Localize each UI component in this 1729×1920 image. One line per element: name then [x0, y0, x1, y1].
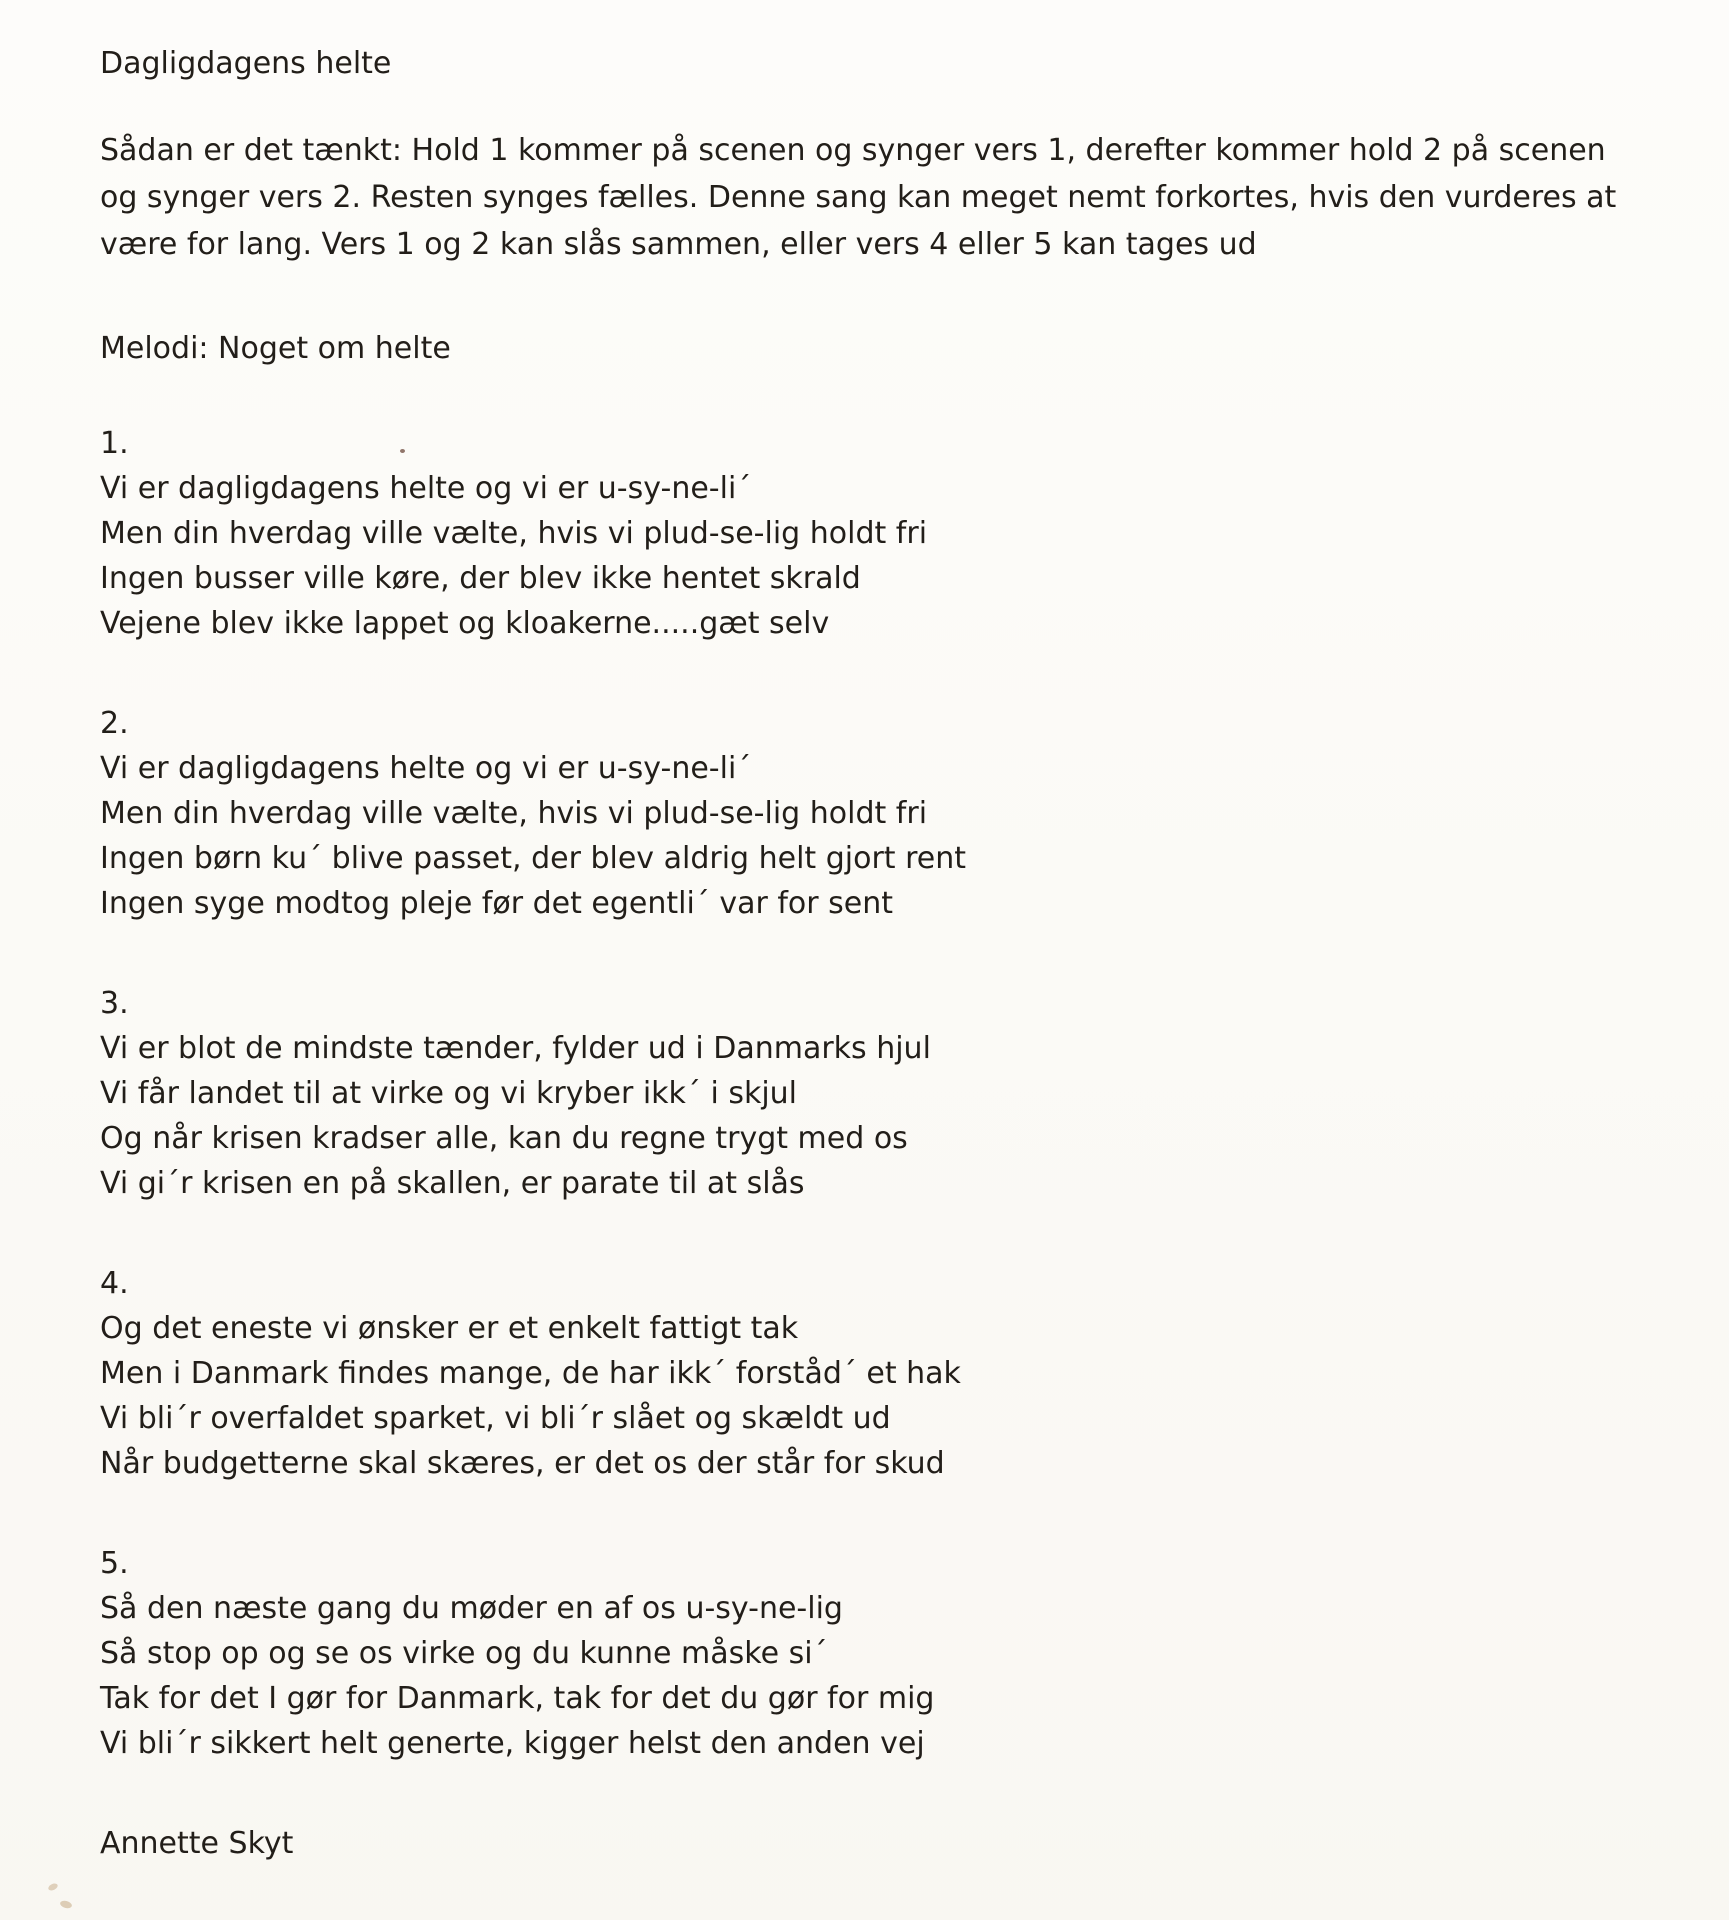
verse-number: 1.	[100, 426, 129, 461]
verse-line: Men i Danmark findes mange, de har ikk´ forståd´ et hak	[100, 1356, 961, 1391]
verse-block	[100, 421, 1649, 646]
scan-artifact-smudge	[47, 1882, 59, 1892]
verse-block	[100, 1541, 1649, 1766]
intro-line: Sådan er det tænkt: Hold 1 kommer på scenen og synger vers 1, derefter kommer hold 2 på scenen	[100, 133, 1606, 168]
verse-line: Vi er blot de mindste tænder, fylder ud i Danmarks hjul	[100, 1031, 931, 1066]
verse-line: Så den næste gang du møder en af os u-sy-ne-lig	[100, 1591, 843, 1626]
verse-number: 5.	[100, 1546, 129, 1581]
melody-line: Melodi: Noget om helte	[100, 331, 451, 366]
scan-artifact-dot	[400, 449, 405, 453]
verse-line: Ingen børn ku´ blive passet, der blev aldrig helt gjort rent	[100, 841, 966, 876]
verse-line: Ingen syge modtog pleje før det egentli´ var for sent	[100, 886, 893, 921]
verse-line: Vi får landet til at virke og vi kryber ikk´ i skjul	[100, 1076, 798, 1111]
verse-line: Ingen busser ville køre, der blev ikke hentet skrald	[100, 561, 861, 596]
verse-line: Og når krisen kradser alle, kan du regne trygt med os	[100, 1121, 908, 1156]
verse-line: Vi bli´r overfaldet sparket, vi bli´r slået og skældt ud	[100, 1401, 891, 1436]
intro-line: være for lang. Vers 1 og 2 kan slås sammen, eller vers 4 eller 5 kan tages ud	[100, 227, 1257, 262]
verse-line: Vi er dagligdagens helte og vi er u-sy-ne-li´	[100, 751, 752, 786]
verse-block	[100, 701, 1649, 926]
verse-line: Når budgetterne skal skæres, er det os der står for skud	[100, 1446, 945, 1481]
scan-artifact-smudge	[59, 1900, 72, 1910]
verse-line: Og det eneste vi ønsker er et enkelt fattigt tak	[100, 1311, 799, 1346]
verse-block	[100, 981, 1649, 1206]
verse-line: Men din hverdag ville vælte, hvis vi plud-se-lig holdt fri	[100, 516, 928, 551]
verse-line: Så stop op og se os virke og du kunne måske si´	[100, 1636, 828, 1671]
intro-line: og synger vers 2. Resten synges fælles. Denne sang kan meget nemt forkortes, hvis den vurderes at	[100, 180, 1617, 215]
verses	[100, 421, 1649, 1766]
verse-number: 2.	[100, 706, 129, 741]
verse-line: Vi bli´r sikkert helt generte, kigger helst den anden vej	[100, 1726, 925, 1761]
verse-number: 4.	[100, 1266, 129, 1301]
verse-line: Tak for det I gør for Danmark, tak for det du gør for mig	[100, 1681, 935, 1716]
verse-line: Vi gi´r krisen en på skallen, er parate til at slås	[100, 1166, 805, 1201]
verse-block	[100, 1261, 1649, 1486]
verse-line: Men din hverdag ville vælte, hvis vi plud-se-lig holdt fri	[100, 796, 928, 831]
verse-line: Vejene blev ikke lappet og kloakerne.....gæt selv	[100, 606, 830, 641]
document-title: Dagligdagens helte	[100, 46, 392, 81]
intro-paragraph	[100, 127, 1649, 268]
verse-line: Vi er dagligdagens helte og vi er u-sy-ne-li´	[100, 471, 752, 506]
author-signature: Annette Skyt	[100, 1826, 294, 1861]
verse-number: 3.	[100, 986, 129, 1021]
